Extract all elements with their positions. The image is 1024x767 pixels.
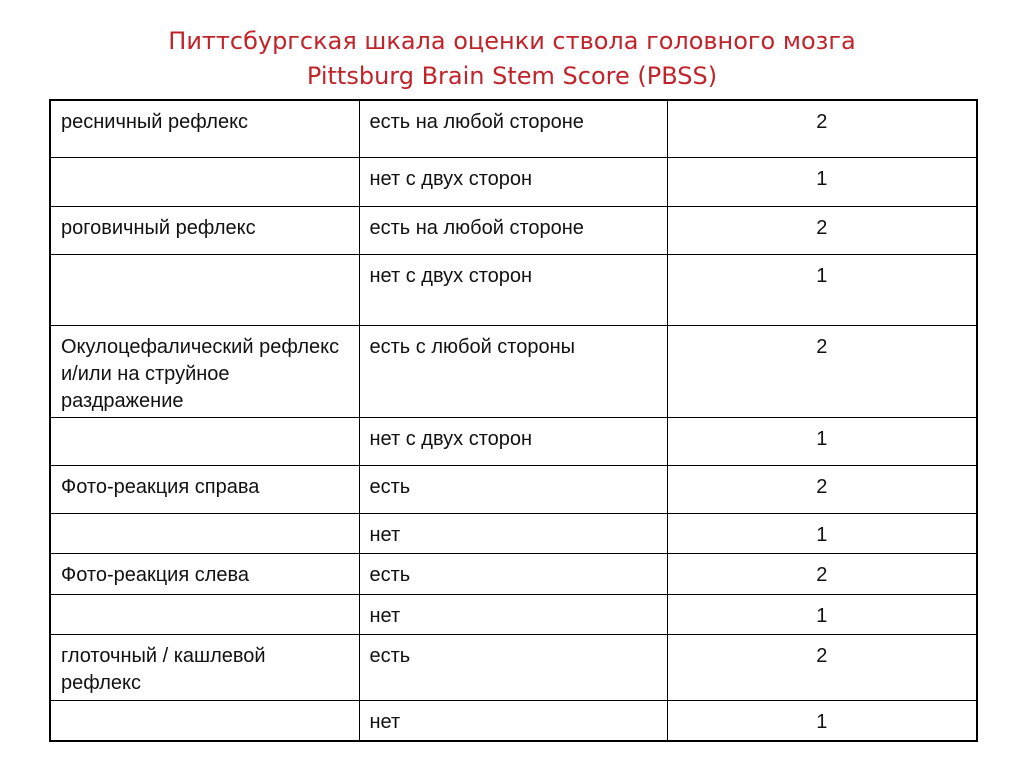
response-cell: нет с двух сторон — [359, 254, 667, 325]
reflex-cell: ресничный рефлекс — [50, 100, 359, 157]
table-row — [50, 417, 977, 465]
score-cell: 2 — [667, 465, 977, 513]
table-row — [50, 553, 977, 594]
pbss-table — [49, 99, 978, 742]
response-cell: есть — [359, 634, 667, 700]
reflex-cell — [50, 417, 359, 465]
response-cell: нет — [359, 513, 667, 553]
table-row — [50, 100, 977, 157]
score-cell: 2 — [667, 100, 977, 157]
response-cell: есть на любой стороне — [359, 206, 667, 254]
reflex-cell: Фото-реакция слева — [50, 553, 359, 594]
response-cell: есть с любой стороны — [359, 325, 667, 417]
reflex-cell — [50, 254, 359, 325]
reflex-cell — [50, 594, 359, 634]
reflex-cell: роговичный рефлекс — [50, 206, 359, 254]
reflex-cell — [50, 700, 359, 741]
title-english: Pittsburg Brain Stem Score (PBSS) — [306, 62, 718, 90]
response-cell: нет — [359, 594, 667, 634]
score-cell: 1 — [667, 157, 977, 206]
response-cell: есть на любой стороне — [359, 100, 667, 157]
table-row — [50, 634, 977, 700]
score-cell: 2 — [667, 553, 977, 594]
score-cell: 1 — [667, 513, 977, 553]
response-cell: нет — [359, 700, 667, 741]
response-cell: нет с двух сторон — [359, 157, 667, 206]
table-row — [50, 254, 977, 325]
score-cell: 1 — [667, 594, 977, 634]
score-cell: 2 — [667, 325, 977, 417]
reflex-cell: глоточный / кашлевой рефлекс — [50, 634, 359, 700]
score-cell: 2 — [667, 206, 977, 254]
table-row — [50, 465, 977, 513]
table-row — [50, 594, 977, 634]
reflex-cell: Фото-реакция справа — [50, 465, 359, 513]
response-cell: есть — [359, 465, 667, 513]
title-russian: Питтсбургская шкала оценки ствола головного мозга — [168, 27, 856, 55]
table-row — [50, 513, 977, 553]
reflex-cell: Окулоцефалический рефлекс и/или на струйное раздражение — [50, 325, 359, 417]
score-cell: 1 — [667, 700, 977, 741]
response-cell: есть — [359, 553, 667, 594]
table-row — [50, 157, 977, 206]
response-cell: нет с двух сторон — [359, 417, 667, 465]
table-row — [50, 206, 977, 254]
reflex-cell — [50, 513, 359, 553]
table-row — [50, 700, 977, 741]
score-cell: 1 — [667, 254, 977, 325]
score-cell: 2 — [667, 634, 977, 700]
table-row — [50, 325, 977, 417]
score-cell: 1 — [667, 417, 977, 465]
reflex-cell — [50, 157, 359, 206]
